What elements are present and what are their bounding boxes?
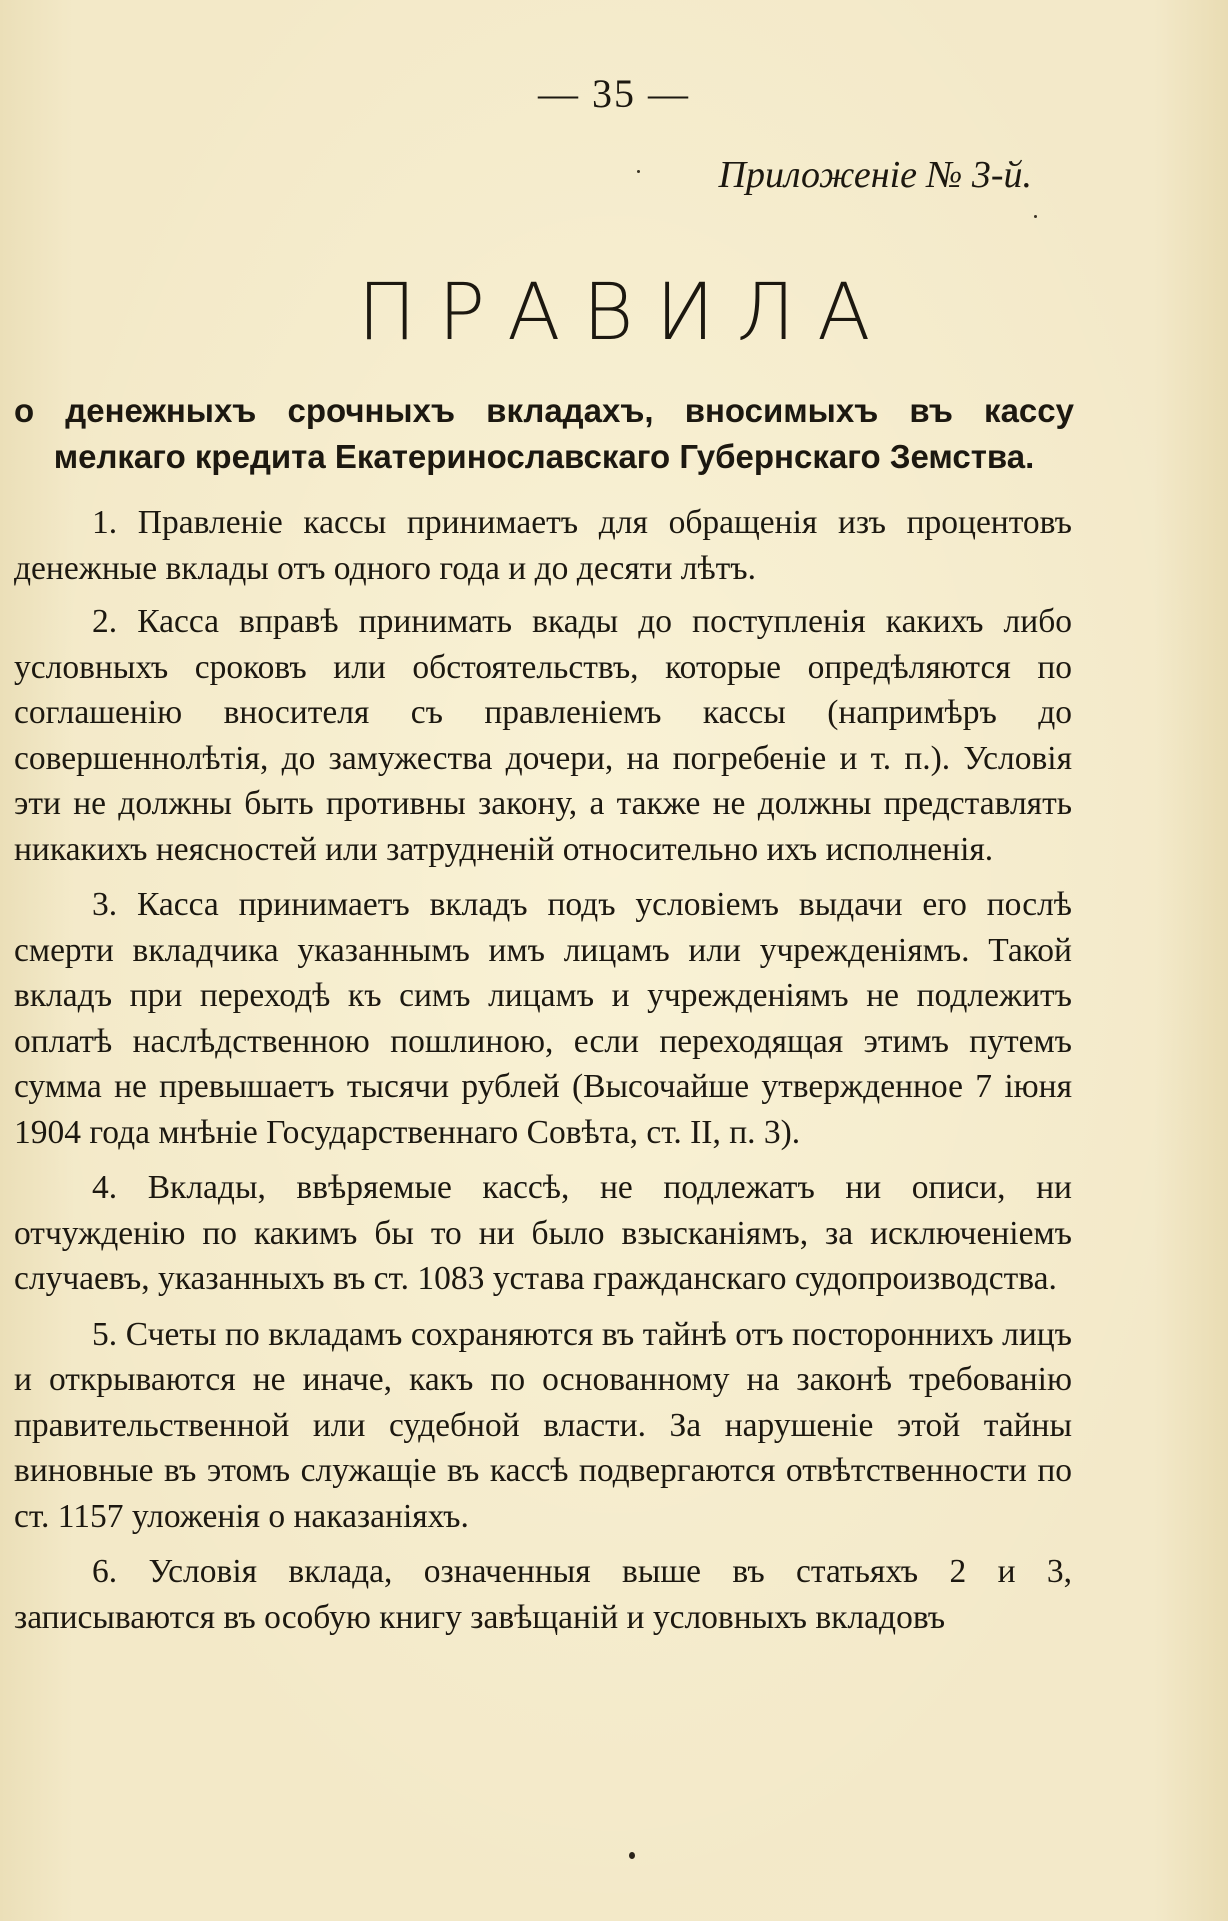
rule-paragraph-1: 1. Правленіе кассы принимаетъ для обращенія изъ процентовъ денежные вклады отъ одного года и до десяти лѣтъ. [14, 504, 1072, 587]
rules-body [14, 500, 1072, 1640]
rule-paragraph-6: 6. Условія вклада, означенныя выше въ статьяхъ 2 и 3, записываются въ особую книгу завѣщаній и условныхъ вкладовъ [14, 1553, 1072, 1636]
rule-paragraph-3: 3. Касса принимаетъ вкладъ подъ условіемъ выдачи его послѣ смерти вкладчика указаннымъ имъ лицамъ или учрежденіямъ. Такой вкладъ при переходѣ къ симъ лицамъ и учрежденіямъ не подлежитъ оплатѣ наслѣдственною пошлиною, если переходящая этимъ путемъ сумма не превышаетъ тысячи рублей (Высочайше утвержденное 7 іюня 1904 года мнѣніе Государственнаго Совѣта, ст. II, п. 3). [14, 886, 1072, 1151]
ink-speck [1034, 215, 1037, 218]
appendix-label: Приложеніе № 3-й. [718, 154, 1032, 196]
rule-paragraph-2: 2. Касса вправѣ принимать вкады до поступленія какихъ либо условныхъ сроковъ или обстоятельствъ, которые опредѣляются по соглашенію вносителя съ правленіемъ кассы (напримѣръ до совершеннолѣтія, до замужества дочери, на погребеніе и т. п.). Условія эти не должны быть противны закону, а также не должны представлять никакихъ неясностей или затрудненій относительно ихъ исполненія. [14, 603, 1072, 868]
ink-dot [629, 1852, 635, 1859]
document-subtitle: о денежныхъ срочныхъ вкладахъ, вносимыхъ въ кассу мелкаго кредита Екатеринославскаго Губернскаго Земства. [14, 392, 1074, 475]
document-title: ПРАВИЛА [357, 268, 893, 358]
rule-paragraph-4: 4. Вклады, ввѣряемые кассѣ, не подлежатъ ни описи, ни отчужденію по какимъ бы то ни было взысканіямъ, за исключеніемъ случаевъ, указанныхъ въ ст. 1083 устава гражданскаго судопроизводства. [14, 1169, 1072, 1297]
rule-paragraph-5: 5. Счеты по вкладамъ сохраняются въ тайнѣ отъ постороннихъ лицъ и открываются не иначе, какъ по основанному на законѣ требованію правительственной или судебной власти. За нарушеніе этой тайны виновные въ этомъ служащіе въ кассѣ подвергаются отвѣтственности по ст. 1157 уложенія о наказаніяхъ. [14, 1315, 1072, 1535]
ink-speck [637, 170, 640, 173]
page-number: — 35 — [538, 71, 690, 116]
